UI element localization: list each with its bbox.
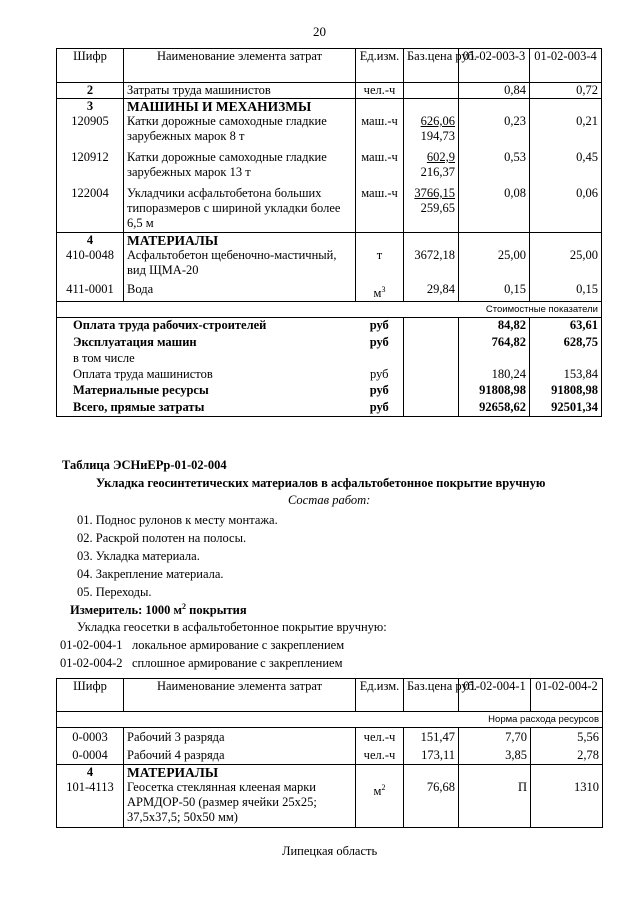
work-step: 05. Переходы. [77,585,152,599]
table-row: 120905 Катки дорожные самоходные гладкие зарубежных марок 8 т маш.-ч 626,06 194,73 0,23 0,21 [57,114,602,144]
col-header-unit: Ед.изм. [356,49,404,83]
section-title: МАТЕРИАЛЫ [124,764,356,780]
cost-row: в том числе [57,351,602,367]
table-cell: чел.-ч [356,83,404,99]
section-title: МАТЕРИАЛЫ [124,233,356,249]
work-composition-heading: Состав работ: [288,493,371,507]
table-label: Таблица ЭСНиЕРр-01-02-004 [62,458,227,472]
work-step: 03. Укладка материала. [77,549,200,563]
col-header-norm-2: 01-02-003-4 [530,49,602,83]
work-step: 04. Закрепление материала. [77,567,224,581]
section-number: 4 [57,764,124,780]
cost-row: Эксплуатация машин руб 764,82 628,75 [57,335,602,351]
variant-text: сплошное армирование с закреплением [132,656,343,670]
variant-code: 01-02-004-1 [60,638,123,652]
col-header-norm-2: 01-02-004-2 [531,679,603,712]
table-cell: 2 [57,83,124,99]
table-cell: 0,84 [459,83,530,99]
table-cell: 0,72 [530,83,602,99]
cost-caption: Стоимостные показатели [57,302,602,318]
table-row: 120912 Катки дорожные самоходные гладкие зарубежных марок 13 т маш.-ч 602,9 216,37 0,53 0,45 [57,144,602,180]
resource-table-2 [56,678,603,828]
page-footer: Липецкая область [282,844,378,858]
table-row: 0-0003 Рабочий 3 разряда чел.-ч 151,47 7,70 5,56 [57,728,603,746]
meter-unit: Измеритель: 1000 $м^2$ покрытия [70,602,247,618]
col-header-name: Наименование элемента затрат [124,679,356,712]
work-step: 02. Раскрой полотен на полосы. [77,531,247,545]
col-header-price: Баз.цена руб. [404,679,459,712]
section-title: МАШИНЫ И МЕХАНИЗМЫ [124,99,356,115]
norm-caption: Норма расхода ресурсов [57,712,603,728]
table-row: 410-0048 Асфальтобетон щебеночно-мастичный, вид ЩМА-20 т 3672,18 25,00 25,00 [57,248,602,278]
table-cell [404,83,459,99]
table-row: 411-0001 Вода $м^3$ 29,84 0,15 0,15 [57,278,602,302]
cost-row: Материальные ресурсы руб 91808,98 91808,98 [57,383,602,400]
section-heading: Укладка геосинтетических материалов в асфальтобетонное покрытие вручную [96,476,546,490]
cost-row: Оплата труда рабочих-строителей руб 84,82 63,61 [57,318,602,335]
table-row: 122004 Укладчики асфальтобетона больших типоразмеров с шириной укладки более 6,5 м маш.-ч 3766,15 259,65 0,08 0,06 [57,180,602,233]
description: Укладка геосетки в асфальтобетонное покрытие вручную: [77,620,387,634]
table-row: 0-0004 Рабочий 4 разряда чел.-ч 173,11 3,85 2,78 [57,745,603,764]
table-cell: Затраты труда машинистов [124,83,356,99]
variant-text: локальное армирование с закреплением [132,638,345,652]
col-header-unit: Ед.изм. [356,679,404,712]
col-header-code: Шифр [57,679,124,712]
col-header-norm-1: 01-02-003-3 [459,49,530,83]
section-number: 3 [57,99,124,115]
work-step: 01. Поднос рулонов к месту монтажа. [77,513,278,527]
cost-row: Оплата труда машинистов руб 180,24 153,84 [57,367,602,383]
table-row: 101-4113 Геосетка стеклянная клееная марки АРМДОР-50 (размер ячейки 25х25; 37,5х37,5; 50х50 мм) $м^2$ 76,68 П 1310 [57,780,603,828]
col-header-norm-1: 01-02-004-1 [459,679,531,712]
page-number: 20 [313,24,326,39]
section-number: 4 [57,233,124,249]
col-header-name: Наименование элемента затрат [124,49,356,83]
col-header-code: Шифр [57,49,124,83]
variant-code: 01-02-004-2 [60,656,123,670]
col-header-price: Баз.цена руб. [404,49,459,83]
resource-table-1 [56,48,602,417]
cost-row: Всего, прямые затраты руб 92658,62 92501,34 [57,400,602,417]
